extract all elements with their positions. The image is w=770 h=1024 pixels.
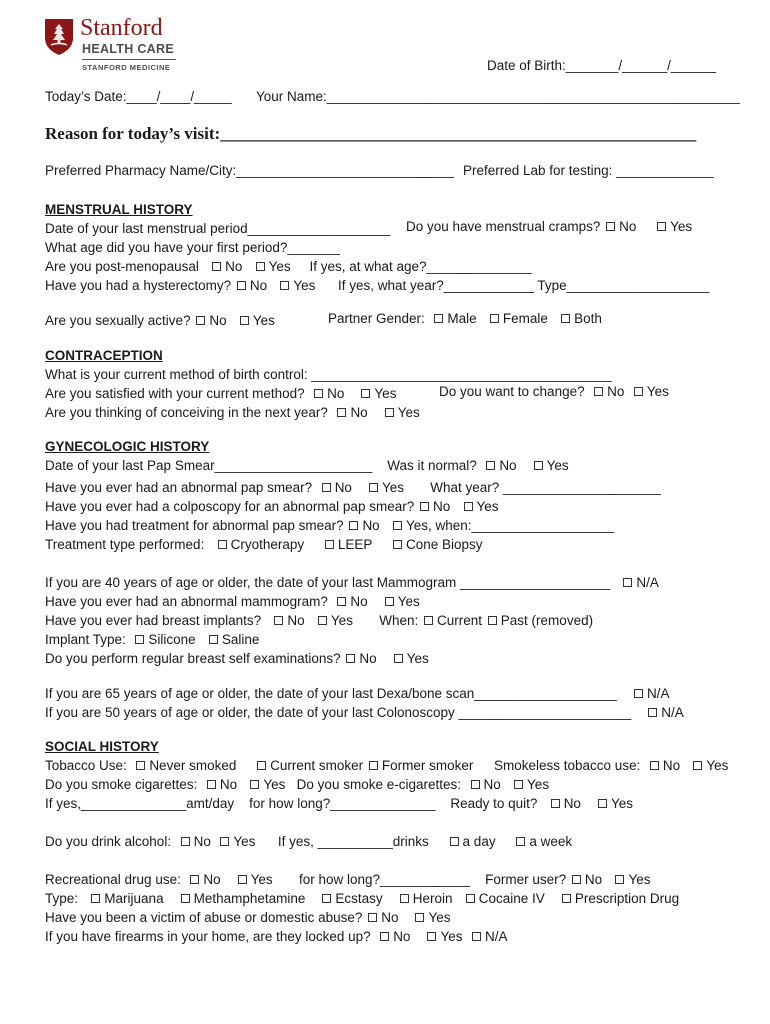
option-label: No: [393, 929, 411, 944]
current-smoker-checkbox[interactable]: [257, 761, 266, 770]
cigarettes-yes-checkbox[interactable]: [250, 780, 259, 789]
option-label: Yes: [293, 278, 316, 293]
implants-past-checkbox[interactable]: [488, 616, 497, 625]
last-menstrual-period-row: [45, 219, 390, 238]
option-label: Methamphetamine: [193, 891, 306, 906]
option-label: No: [381, 910, 399, 925]
marijuana-checkbox[interactable]: [91, 894, 100, 903]
stanford-shield-icon: [44, 18, 74, 56]
satisfied-label: Are you satisfied with your current method?: [45, 386, 305, 401]
dexa-na-checkbox[interactable]: [634, 689, 643, 698]
option-label: Yes: [263, 777, 286, 792]
ecstasy-checkbox[interactable]: [322, 894, 331, 903]
satisfied-yes-checkbox[interactable]: [361, 389, 370, 398]
option-label: Yes: [628, 872, 651, 887]
treatment-yes-checkbox[interactable]: [393, 521, 402, 530]
conceiving-yes-checkbox[interactable]: [385, 408, 394, 417]
cramps-yes-checkbox[interactable]: [657, 222, 666, 231]
self-exam-yes-checkbox[interactable]: [394, 654, 403, 663]
option-label: Yes: [527, 777, 550, 792]
option-label: No: [350, 594, 368, 609]
abnormal-pap-yes-checkbox[interactable]: [369, 483, 378, 492]
ecigarettes-yes-checkbox[interactable]: [514, 780, 523, 789]
option-label: No: [203, 872, 221, 887]
partner-gender-row: [328, 311, 602, 326]
option-label: Yes: [440, 929, 463, 944]
heroin-checkbox[interactable]: [400, 894, 409, 903]
drug-type-label: Type:: [45, 891, 79, 906]
sexually-active-yes-checkbox[interactable]: [240, 316, 249, 325]
pap-smear-row: [45, 456, 569, 475]
option-label: Former smoker: [381, 758, 474, 773]
sexually-active-row: [45, 311, 275, 330]
option-label: Yes: [374, 386, 397, 401]
alcohol-no-checkbox[interactable]: [181, 837, 190, 846]
abnormal-pap-row: [45, 478, 661, 497]
cone-biopsy-checkbox[interactable]: [393, 540, 402, 549]
cramps-no-checkbox[interactable]: [606, 222, 615, 231]
pap-treatment-row: [45, 516, 614, 535]
logo-health-care-text: HEALTH CARE: [82, 42, 174, 56]
option-label: Yes: [646, 384, 669, 399]
menopausal-yes-checkbox[interactable]: [256, 262, 265, 271]
option-label: Saline: [221, 632, 260, 647]
treatment-when-field[interactable]: Yes, when:___________________: [405, 518, 615, 533]
option-label: No: [607, 384, 625, 399]
conceiving-no-checkbox[interactable]: [337, 408, 346, 417]
mammogram-row: [45, 573, 659, 592]
menopausal-no-checkbox[interactable]: [212, 262, 221, 271]
abnormal-mammogram-no-checkbox[interactable]: [337, 597, 346, 606]
implant-type-label: Implant Type:: [45, 632, 126, 647]
social-history-heading: SOCIAL HISTORY: [45, 739, 159, 754]
self-exam-no-checkbox[interactable]: [346, 654, 355, 663]
option-label: Yes: [706, 758, 729, 773]
drug-type-row: [45, 889, 679, 908]
cramps-label: Do you have menstrual cramps?: [406, 219, 601, 234]
implants-when-label: When:: [379, 613, 419, 628]
last-pap-smear-field[interactable]: Date of your last Pap Smear_____________________: [45, 458, 373, 473]
self-exam-row: [45, 649, 429, 668]
todays-date-field[interactable]: Today’s Date:____/____/_____: [45, 89, 232, 104]
alcohol-yes-checkbox[interactable]: [220, 837, 229, 846]
drug-no-checkbox[interactable]: [190, 875, 199, 884]
option-label: Silicone: [148, 632, 196, 647]
pap-normal-yes-checkbox[interactable]: [534, 461, 543, 470]
logo-divider: [82, 59, 176, 60]
satisfied-no-checkbox[interactable]: [314, 389, 323, 398]
option-label: No: [432, 499, 451, 514]
partner-gender-label: Partner Gender:: [328, 311, 425, 326]
option-label: No: [499, 458, 517, 473]
hysterectomy-row: [45, 276, 709, 295]
colonoscopy-row: [45, 703, 684, 722]
post-menopausal-label: Are you post-menopausal: [45, 259, 199, 274]
abuse-yes-checkbox[interactable]: [415, 913, 424, 922]
gynecologic-history-heading: GYNECOLOGIC HISTORY: [45, 439, 210, 454]
preferred-lab-field[interactable]: Preferred Lab for testing: _____________: [463, 163, 714, 178]
partner-both-checkbox[interactable]: [561, 314, 570, 323]
alcohol-row: [45, 832, 572, 851]
implant-type-row: [45, 630, 259, 649]
reason-for-visit-field[interactable]: Reason for today’s visit:________________________________________________________: [45, 124, 697, 143]
dexa-date-field[interactable]: If you are 65 years of age or older, the date of your last Dexa/bone scan___________________: [45, 686, 617, 701]
change-yes-checkbox[interactable]: [634, 387, 643, 396]
preferred-pharmacy-field[interactable]: Preferred Pharmacy Name/City:_____________________________: [45, 163, 455, 178]
colposcopy-yes-checkbox[interactable]: [464, 502, 473, 511]
prescription-drug-checkbox[interactable]: [562, 894, 571, 903]
mammogram-date-field[interactable]: If you are 40 years of age or older, the date of your last Mammogram ____________________: [45, 575, 611, 590]
colonoscopy-date-field[interactable]: If you are 50 years of age or older, the date of your last Colonoscopy _______________________: [45, 705, 632, 720]
abnormal-pap-no-checkbox[interactable]: [322, 483, 331, 492]
recreational-drug-row: [45, 870, 650, 889]
former-smoker-checkbox[interactable]: [369, 761, 378, 770]
abnormal-pap-label: Have you ever had an abnormal pap smear?: [45, 480, 313, 495]
silicone-checkbox[interactable]: [135, 635, 144, 644]
breast-implants-label: Have you ever had breast implants?: [45, 613, 262, 628]
option-label: Yes: [546, 458, 569, 473]
abnormal-mammogram-row: [45, 592, 420, 611]
menstrual-history-heading: MENSTRUAL HISTORY: [45, 202, 193, 217]
option-label: Past (removed): [500, 613, 594, 628]
pap-treatment-label: Have you had treatment for abnormal pap smear?: [45, 518, 344, 533]
want-change-label: Do you want to change?: [439, 384, 585, 399]
quit-yes-checkbox[interactable]: [598, 799, 607, 808]
option-label: Male: [447, 311, 477, 326]
self-exam-label: Do you perform regular breast self examinations?: [45, 651, 341, 666]
former-user-no-checkbox[interactable]: [572, 875, 581, 884]
drug-duration-field[interactable]: for how long?____________: [298, 872, 471, 887]
smokeless-no-checkbox[interactable]: [650, 761, 659, 770]
option-label: No: [563, 796, 581, 811]
never-smoked-checkbox[interactable]: [136, 761, 145, 770]
sexually-active-label: Are you sexually active?: [45, 313, 191, 328]
option-label: No: [584, 872, 603, 887]
option-label: N/A: [661, 705, 684, 720]
option-label: Yes: [381, 480, 404, 495]
colonoscopy-na-checkbox[interactable]: [648, 708, 657, 717]
option-label: No: [350, 405, 368, 420]
option-label: Yes: [397, 405, 420, 420]
cigarettes-label: Do you smoke cigarettes:: [45, 777, 198, 792]
abuse-no-checkbox[interactable]: [368, 913, 377, 922]
date-of-birth-field[interactable]: Date of Birth:_______/______/______: [487, 58, 716, 73]
option-label: Female: [502, 311, 548, 326]
drug-yes-checkbox[interactable]: [238, 875, 247, 884]
menstrual-cramps-row: [406, 219, 692, 234]
option-label: Ecstasy: [335, 891, 383, 906]
abnormal-mammogram-label: Have you ever had an abnormal mammogram?: [45, 594, 328, 609]
logo-stanford-medicine-text: STANFORD MEDICINE: [82, 63, 171, 72]
former-user-yes-checkbox[interactable]: [615, 875, 624, 884]
conceiving-row: [45, 403, 420, 422]
smokeless-yes-checkbox[interactable]: [693, 761, 702, 770]
hysterectomy-year-type-field[interactable]: If yes, what year?____________ Type___________________: [337, 278, 710, 293]
logo-stanford-text: Stanford: [80, 15, 163, 41]
option-label: No: [287, 613, 305, 628]
option-label: Never smoked: [149, 758, 237, 773]
option-label: a day: [462, 834, 496, 849]
conceiving-label: Are you thinking of conceiving in the next year?: [45, 405, 328, 420]
ecigarettes-no-checkbox[interactable]: [471, 780, 480, 789]
former-user-label: Former user?: [485, 872, 567, 887]
last-period-field[interactable]: Date of your last menstrual period___________________: [45, 221, 391, 236]
smokeless-label: Smokeless tobacco use:: [494, 758, 641, 773]
breast-implants-row: [45, 611, 593, 630]
option-label: a week: [529, 834, 573, 849]
option-label: Yes: [250, 872, 273, 887]
treatment-type-row: [45, 535, 483, 554]
option-label: No: [619, 219, 637, 234]
tobacco-label: Tobacco Use:: [45, 758, 127, 773]
drinks-amount-field[interactable]: If yes, __________drinks: [277, 834, 429, 849]
quit-no-checkbox[interactable]: [551, 799, 560, 808]
drinks-day-checkbox[interactable]: [450, 837, 459, 846]
post-menopausal-row: [45, 257, 532, 276]
option-label: Marijuana: [104, 891, 164, 906]
option-label: Yes: [268, 259, 291, 274]
firearms-na-checkbox[interactable]: [472, 932, 481, 941]
option-label: Current: [437, 613, 483, 628]
dexa-row: [45, 684, 669, 703]
option-label: Cocaine IV: [478, 891, 545, 906]
colposcopy-no-checkbox[interactable]: [420, 502, 429, 511]
cigarettes-row: [45, 775, 549, 794]
option-label: No: [249, 278, 268, 293]
mammogram-na-checkbox[interactable]: [623, 578, 632, 587]
smoking-duration-field[interactable]: for how long?______________: [249, 796, 436, 811]
option-label: No: [359, 651, 377, 666]
option-label: No: [334, 480, 352, 495]
option-label: No: [483, 777, 501, 792]
option-label: Yes: [233, 834, 256, 849]
hysterectomy-yes-checkbox[interactable]: [280, 281, 289, 290]
option-label: N/A: [485, 929, 508, 944]
option-label: N/A: [646, 686, 670, 701]
firearms-yes-checkbox[interactable]: [427, 932, 436, 941]
your-name-field[interactable]: Your Name:_______________________________________________________: [256, 89, 740, 104]
menopause-age-field[interactable]: If yes, at what age?______________: [309, 259, 532, 274]
firearms-no-checkbox[interactable]: [380, 932, 389, 941]
option-label: Cryotherapy: [230, 537, 305, 552]
option-label: No: [225, 259, 243, 274]
alcohol-label: Do you drink alcohol:: [45, 834, 172, 849]
colposcopy-row: [45, 497, 499, 516]
option-label: No: [362, 518, 380, 533]
option-label: Yes: [476, 499, 499, 514]
option-label: No: [327, 386, 345, 401]
option-label: Heroin: [412, 891, 453, 906]
cigarettes-no-checkbox[interactable]: [207, 780, 216, 789]
partner-male-checkbox[interactable]: [434, 314, 443, 323]
pap-normal-no-checkbox[interactable]: [486, 461, 495, 470]
smoking-amount-row: [45, 794, 633, 813]
firearms-row: [45, 927, 508, 946]
option-label: No: [219, 777, 238, 792]
ready-to-quit-label: Ready to quit?: [450, 796, 538, 811]
first-period-age-field[interactable]: What age did you have your first period?_______: [45, 240, 340, 255]
abuse-label: Have you been a victim of abuse or domestic abuse?: [45, 910, 363, 925]
cryotherapy-checkbox[interactable]: [218, 540, 227, 549]
option-label: Both: [574, 311, 602, 326]
recreational-drug-label: Recreational drug use:: [45, 872, 181, 887]
treatment-no-checkbox[interactable]: [349, 521, 358, 530]
implants-current-checkbox[interactable]: [424, 616, 433, 625]
want-change-row: [439, 384, 669, 399]
sexually-active-no-checkbox[interactable]: [196, 316, 205, 325]
saline-checkbox[interactable]: [209, 635, 218, 644]
hysterectomy-label: Have you had a hysterectomy?: [45, 278, 232, 293]
contraception-heading: CONTRACEPTION: [45, 348, 163, 363]
option-label: LEEP: [337, 537, 373, 552]
methamphetamine-checkbox[interactable]: [181, 894, 190, 903]
implants-yes-checkbox[interactable]: [318, 616, 327, 625]
abuse-row: [45, 908, 451, 927]
option-label: No: [193, 834, 211, 849]
colposcopy-label: Have you ever had a colposcopy for an abnormal pap smear?: [45, 499, 415, 514]
abnormal-pap-year-field[interactable]: What year? _____________________: [430, 480, 661, 495]
option-label: Current smoker: [270, 758, 364, 773]
abnormal-mammogram-yes-checkbox[interactable]: [385, 597, 394, 606]
option-label: N/A: [636, 575, 659, 590]
option-label: Yes: [252, 313, 275, 328]
tobacco-row: [45, 756, 473, 775]
stanford-health-care-logo: [44, 16, 184, 76]
option-label: No: [209, 313, 227, 328]
implants-no-checkbox[interactable]: [274, 616, 283, 625]
drinks-week-checkbox[interactable]: [516, 837, 525, 846]
option-label: Yes: [330, 613, 353, 628]
option-label: No: [662, 758, 681, 773]
change-no-checkbox[interactable]: [594, 387, 603, 396]
option-label: Prescription Drug: [574, 891, 680, 906]
option-label: Cone Biopsy: [405, 537, 483, 552]
smoking-amount-field[interactable]: If yes,______________amt/day: [45, 796, 235, 811]
cocaine-iv-checkbox[interactable]: [466, 894, 475, 903]
birth-control-method-field[interactable]: What is your current method of birth control: ________________________________________: [45, 367, 612, 382]
leep-checkbox[interactable]: [325, 540, 334, 549]
hysterectomy-no-checkbox[interactable]: [237, 281, 246, 290]
firearms-label: If you have firearms in your home, are they locked up?: [45, 929, 371, 944]
pap-normal-label: Was it normal?: [387, 458, 477, 473]
treatment-type-label: Treatment type performed:: [45, 537, 205, 552]
ecigarettes-label: Do you smoke e-cigarettes:: [296, 777, 461, 792]
option-label: Yes: [406, 651, 429, 666]
satisfied-method-row: [45, 384, 396, 403]
option-label: Yes: [670, 219, 693, 234]
option-label: Yes: [397, 594, 420, 609]
smokeless-row: [494, 756, 728, 775]
option-label: Yes: [428, 910, 451, 925]
partner-female-checkbox[interactable]: [490, 314, 499, 323]
option-label: Yes: [610, 796, 633, 811]
